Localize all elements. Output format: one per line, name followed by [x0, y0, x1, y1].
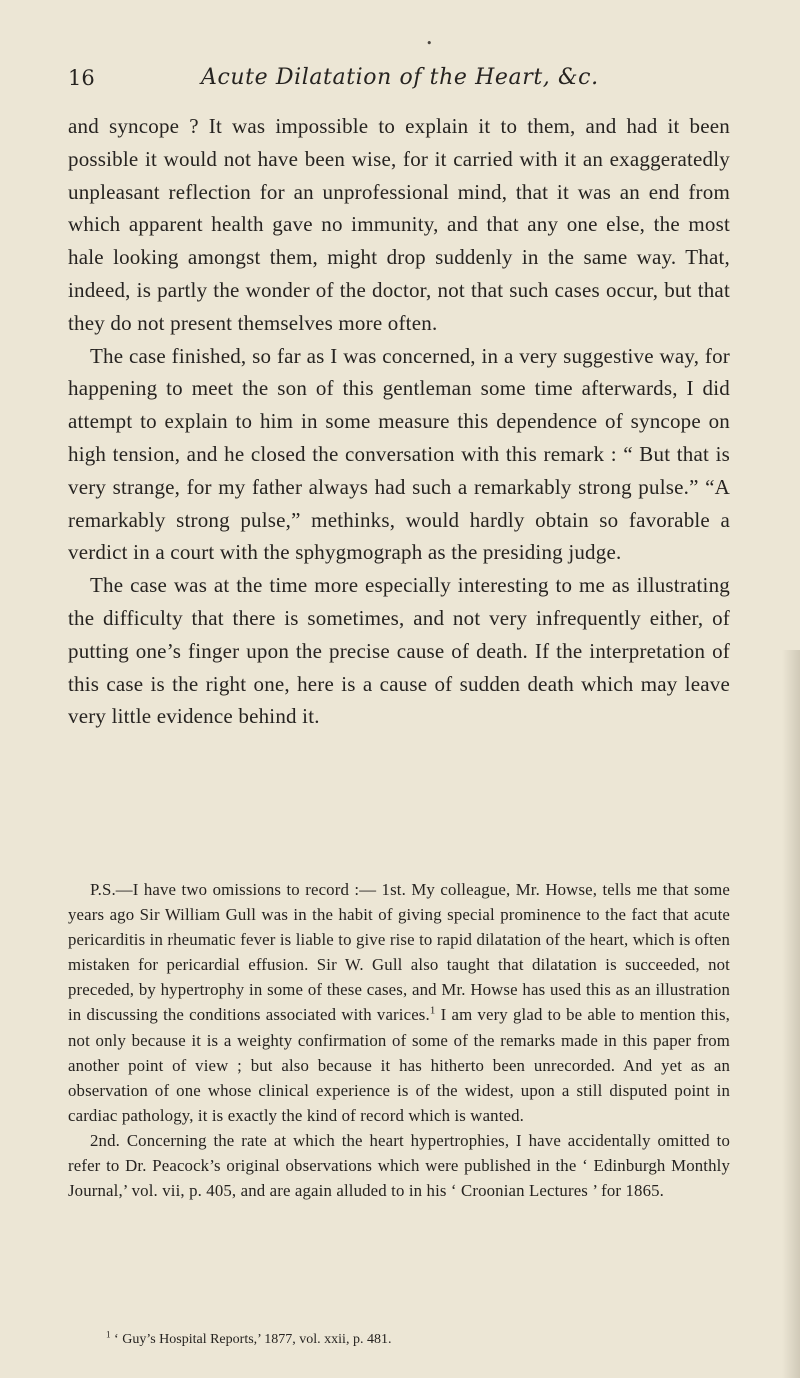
footnote-reference: 1	[429, 1004, 436, 1017]
print-speck: •	[426, 37, 433, 50]
paragraph-case-finished: The case finished, so far as I was concerned, in a very suggestive way, for happening to meet the son of this gentleman some time afterwards, I did attempt to explain to him in some measure this dependence of syncope on high tension, and he closed the conversation with this remark : “ But that is very strange, for my father always had such a remarkably strong pulse.” “A remarkably strong pulse,” methinks, would hardly obtain so favorable a verdict in a court with the sphygmograph as the presiding judge.	[68, 343, 730, 565]
footnote-text: ‘ Guy’s Hospital Reports,’ 1877, vol. xxii, p. 481.	[110, 1332, 392, 1347]
footnote-mark: 1	[106, 1329, 111, 1340]
page-number: 16	[68, 66, 95, 90]
paragraph-syncope: and syncope ? It was impossible to explain it to them, and had it been possible it would not have been wise, for it carried with it an exaggeratedly unpleasant reflection for an unprofessional mind, that it was an end from which apparent health gave no immunity, and that any one else, the most hale looking amongst them, might drop suddenly in the same way. That, indeed, is partly the wonder of the doctor, not that such cases occur, but that they do not present themselves more often.	[68, 114, 730, 335]
postscript-second-omission: 2nd. Concerning the rate at which the heart hypertrophies, I have accidentally omitted to refer to Dr. Peacock’s original observations which were published in the ‘ Edinburgh Monthly Journal,’ vol. vii, p. 405, and are again alluded to in his ‘ Croonian Lectures ’ for 1865.	[68, 1130, 730, 1201]
paragraph-cause-of-death: The case was at the time more especially interesting to me as illustrating the difficulty that there is sometimes, and not very infrequently either, of putting one’s finger upon the precise cause of death. If the interpretation of this case is the right one, here is a cause of sudden death which may leave very little evidence behind it.	[68, 573, 730, 729]
page-header	[68, 58, 728, 98]
footnote	[68, 1328, 730, 1352]
postscript	[68, 877, 730, 1203]
running-title: Acute Dilatation of the Heart, &c.	[201, 65, 599, 90]
postscript-first-omission-text: P.S.—I have two omissions to record :— 1st. My colleague, Mr. Howse, tells me that some years ago Sir William Gull was in the habit of giving special prominence to the fact that acute pericarditis in rheumatic fever is liable to give rise to rapid dilatation of the heart, which is often mistaken for pericardial effusion. Sir W. Gull also taught that dilatation is succeeded, not preceded, by hypertrophy in some of these cases, and Mr. Howse has used this as an illustration in discussing the conditions associated with varices.	[68, 880, 730, 1025]
postscript-first-omission	[68, 877, 730, 1128]
main-text	[68, 110, 730, 733]
page-edge-shadow	[782, 650, 800, 1378]
postscript-first-omission-continued: I am very glad to be able to mention this, not only because it is a weighty confirmation of some of the remarks made in this paper from another point of view ; but also because it has hitherto been unrecorded. And yet as an observation of one whose clinical experience is of the widest, upon a still disputed point in cardiac pathology, it is exactly the kind of record which is wanted.	[68, 1005, 730, 1125]
